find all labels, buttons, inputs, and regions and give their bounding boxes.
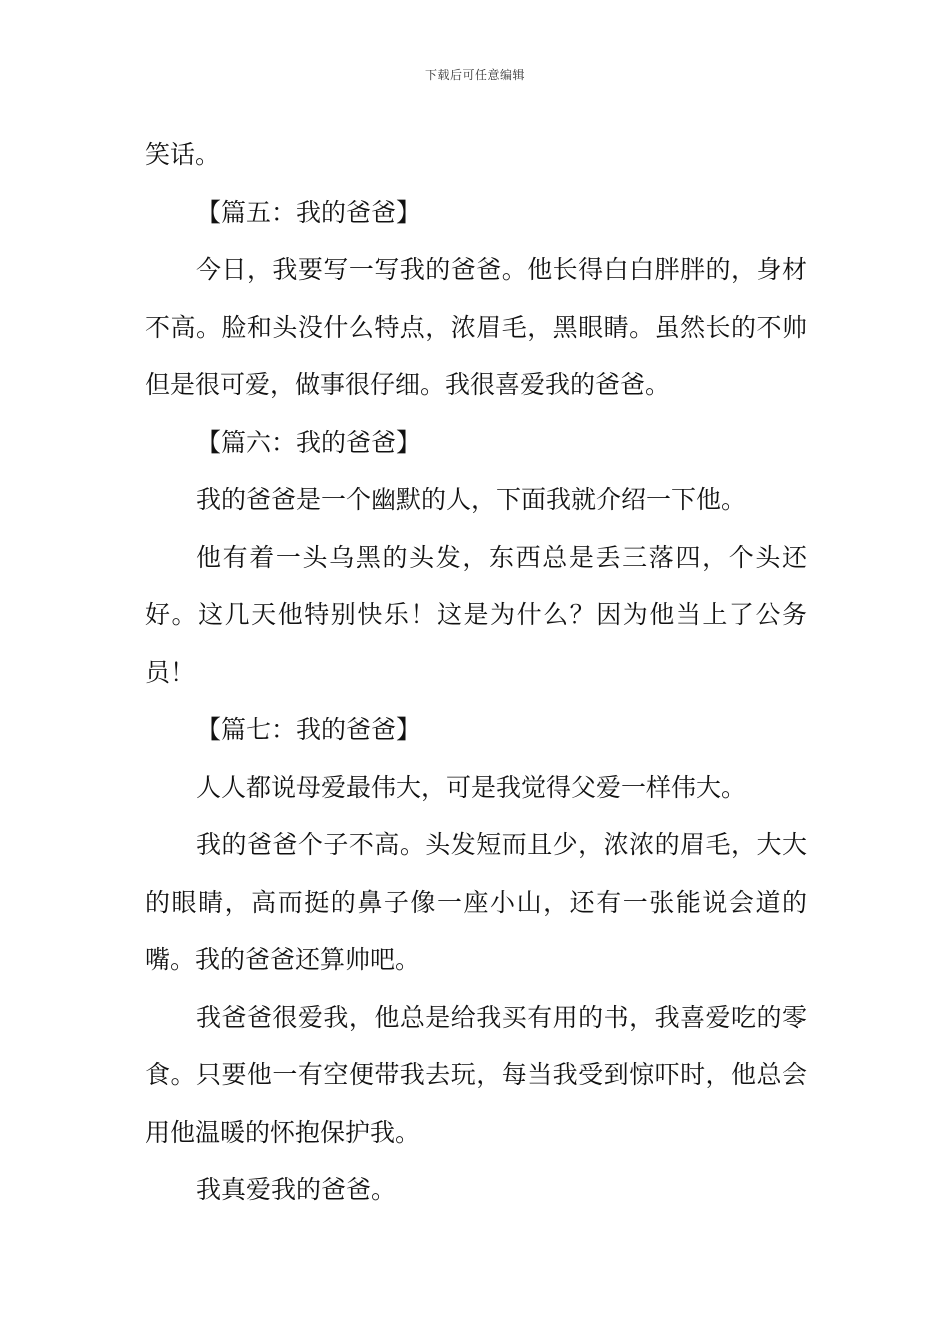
paragraph: 我的爸爸个子不高。头发短而且少，浓浓的眉毛，大大的眼睛，高而挺的鼻子像一座小山，还有一张能说会道的嘴。我的爸爸还算帅吧。 (145, 830, 807, 974)
paragraph: 他有着一头乌黑的头发，东西总是丢三落四，个头还好。这几天他特别快乐！这是为什么？因为他当上了公务员！ (145, 542, 807, 687)
paragraph: 我的爸爸是一个幽默的人，下面我就介绍一下他。 (196, 485, 747, 514)
document-body (145, 126, 807, 1219)
paragraph: 今日，我要写一写我的爸爸。他长得白白胖胖的，身材不高。脸和头没什么特点，浓眉毛，黑眼睛。虽然长的不帅但是很可爱，做事很仔细。我很喜爱我的爸爸。 (145, 255, 807, 399)
paragraph-continuation: 笑话。 (145, 140, 221, 169)
paragraph: 我爸爸很爱我，他总是给我买有用的书，我喜爱吃的零食。只要他一有空便带我去玩，每当我受到惊吓时，他总会用他温暖的怀抱保护我。 (145, 1002, 807, 1147)
section-heading-6: 【篇六：我的爸爸】 (196, 427, 422, 457)
paragraph: 我真爱我的爸爸。 (196, 1175, 397, 1204)
paragraph: 人人都说母爱最伟大，可是我觉得父爱一样伟大。 (196, 772, 747, 802)
section-heading-7: 【篇七：我的爸爸】 (196, 715, 422, 744)
section-heading-5: 【篇五：我的爸爸】 (196, 197, 422, 227)
page-header: 下载后可任意编辑 (424, 68, 525, 82)
